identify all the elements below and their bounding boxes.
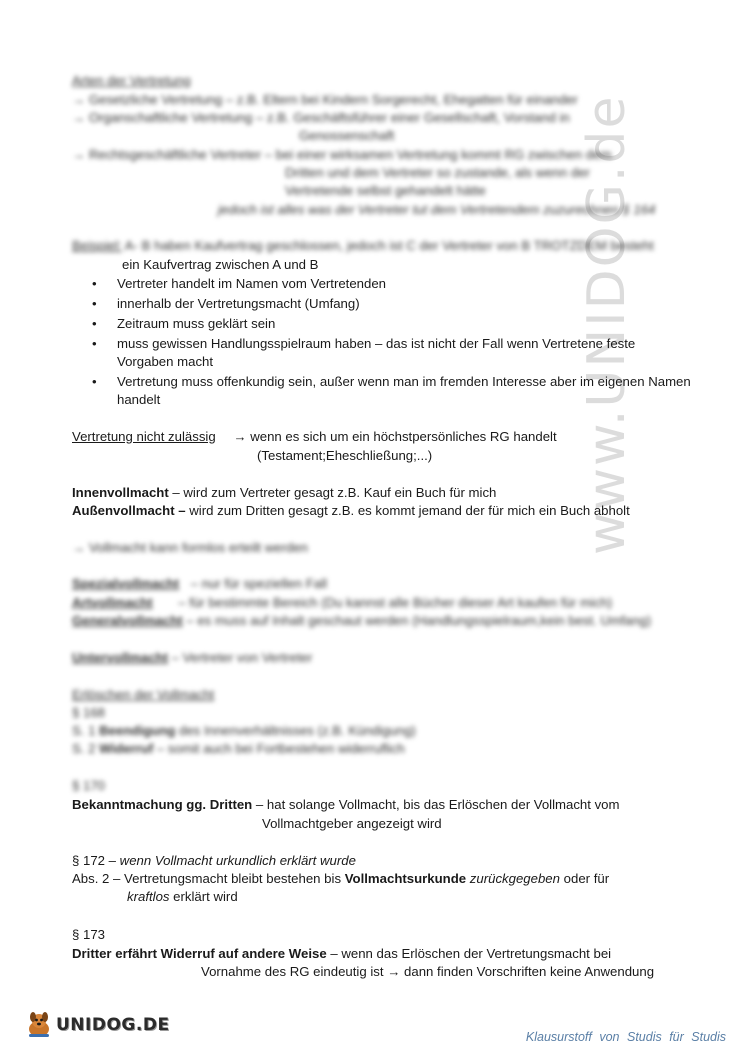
blurred-line: → Gesetzliche Vertretung – z.B. Eltern bei Kindern Sorgerecht, Ehegatten für einander — [72, 92, 578, 107]
dog-mascot-icon — [24, 1010, 54, 1040]
section-heading: Arten der Vertretung — [72, 73, 191, 88]
blurred-line: § 170 — [72, 778, 106, 793]
example-line — [72, 237, 654, 255]
innenvollmacht-text: – wird zum Vertreter gesagt z.B. Kauf ein Buch für mich — [168, 485, 497, 500]
blurred-term: Beendigung — [99, 723, 176, 738]
s170-term: Bekanntmachung gg. Dritten — [72, 797, 253, 812]
requirements-list — [92, 275, 692, 411]
blurred-line — [72, 612, 651, 630]
blurred-term: Artvollmacht — [72, 595, 153, 610]
blurred-term: Generalvollmacht — [72, 613, 183, 628]
blurred-term: Spezialvollmacht — [72, 576, 180, 591]
s173-term: Dritter erfährt Widerruf auf andere Weise — [72, 946, 327, 961]
blurred-prefix: S. 2 — [72, 741, 96, 756]
s170-continuation: Vollmachtgeber angezeigt wird — [262, 816, 442, 831]
blurred-text: – es muss auf Inhalt geschaut werden (Handlungsspielraum,kein best. Umfang) — [186, 613, 652, 628]
innenvollmacht-term: Innenvollmacht — [72, 485, 169, 500]
blurred-text: des Innenverhältnisses (z.B. Kündigung) — [179, 723, 416, 738]
list-item: • Zeitraum muss geklärt sein — [92, 315, 692, 333]
innenvollmacht-row — [72, 484, 496, 502]
example-text: A- B haben Kaufvertrag geschlossen, jedoch ist C der Vertreter von B TROTZDEM besteht — [124, 238, 654, 253]
blurred-line — [72, 594, 612, 612]
s172-rest2: erklärt wird — [169, 889, 238, 904]
s172-heading — [72, 852, 356, 870]
blurred-line — [72, 722, 416, 740]
not-allowed-text: → wenn es sich um ein höchstpersönliches RG handelt — [233, 429, 557, 444]
blurred-heading: Erlöschen der Vollmacht — [72, 687, 215, 702]
blurred-line: Genossenschaft — [299, 128, 395, 143]
s172-italic2: kraftlos — [127, 889, 170, 904]
blurred-term: Untervollmacht — [72, 650, 168, 665]
s172-number: § 172 – — [72, 853, 120, 868]
footer-slogan: Klausurstoff von Studis für Studis — [525, 1030, 726, 1044]
blurred-line — [72, 649, 312, 667]
list-item: • muss gewissen Handlungsspielraum haben – das ist nicht der Fall wenn Vertretene feste Vorgaben macht — [92, 335, 692, 371]
blurred-line: → Rechtsgeschäftliche Vertreter – bei einer wirksamen Vertretung kommt RG zwischen dem — [72, 147, 612, 162]
blurred-line: jedoch ist alles was der Vertreter tut dem Vertretendem zuzurechnen § 164 — [218, 202, 656, 217]
blurred-line: § 168 — [72, 705, 106, 720]
aussenvollmacht-term: Außenvollmacht – — [72, 503, 186, 518]
s172-abs-text: Abs. 2 – Vertretungsmacht bleibt bestehen bis — [72, 871, 345, 886]
blurred-line: → Vollmacht kann formlos erteilt werden — [72, 540, 309, 555]
s172-rest: oder für — [559, 871, 610, 886]
blurred-line: Vertretende selbst gehandelt hätte — [285, 183, 486, 198]
not-allowed-row — [72, 428, 557, 446]
list-item: • Vertretung muss offenkundig sein, außer wenn man im fremden Interesse aber im eigenen Namen handelt — [92, 373, 692, 409]
s172-term: Vollmachtsurkunde — [344, 871, 467, 886]
s173-continuation: Vornahme des RG eindeutig ist → dann finden Vorschriften keine Anwendung — [201, 964, 655, 979]
list-item: • Vertreter handelt im Namen vom Vertretenden — [92, 275, 692, 293]
s173-text: – wenn das Erlöschen der Vertretungsmacht bei — [326, 946, 612, 961]
blurred-prefix: S. 1 — [72, 723, 96, 738]
blurred-text: – nur für speziellen Fall — [190, 576, 328, 591]
aussenvollmacht-text: wird zum Dritten gesagt z.B. es kommt jemand der für mich ein Buch abholt — [185, 503, 630, 518]
not-allowed-label: Vertretung nicht zulässig — [72, 429, 216, 444]
watermark-text: www.UNIDOG.de — [577, 94, 637, 555]
blurred-line — [72, 740, 405, 758]
s172-abs2 — [72, 870, 609, 888]
logo-text: UNIDOG.DE — [56, 1015, 170, 1035]
s170-text: – hat solange Vollmacht, bis das Erlöschen der Vollmacht vom — [252, 797, 620, 812]
example-label: Beispiel: — [72, 238, 122, 253]
s173-number: § 173 — [72, 927, 106, 942]
s172-title: wenn Vollmacht urkundlich erklärt wurde — [119, 853, 356, 868]
footer-logo[interactable] — [24, 1010, 170, 1040]
list-item: • innerhalb der Vertretungsmacht (Umfang) — [92, 295, 692, 313]
blurred-text: – für bestimmte Bereich (Du kannst alle Bücher dieser Art kaufen für mich) — [178, 595, 613, 610]
s172-continuation — [127, 888, 238, 906]
s170-row — [72, 796, 620, 814]
blurred-text: – Vertreter von Vertreter — [171, 650, 313, 665]
blurred-line — [72, 575, 327, 593]
blurred-line: Dritten und dem Vertreter so zustande, als wenn der — [285, 165, 590, 180]
example-continuation: ein Kaufvertrag zwischen A und B — [122, 257, 319, 272]
blurred-line: → Organschaftliche Vertretung – z.B. Geschäftsführer einer Gesellschaft, Vorstand in — [72, 110, 570, 125]
blurred-text: – somit auch bei Fortbestehen widerruflich — [156, 741, 405, 756]
s173-row — [72, 945, 611, 963]
not-allowed-examples: (Testament;Eheschließung;...) — [257, 448, 433, 463]
aussenvollmacht-row — [72, 502, 630, 520]
s172-italic1: zurückgegeben — [469, 871, 560, 886]
blurred-term: Widerruf — [99, 741, 154, 756]
